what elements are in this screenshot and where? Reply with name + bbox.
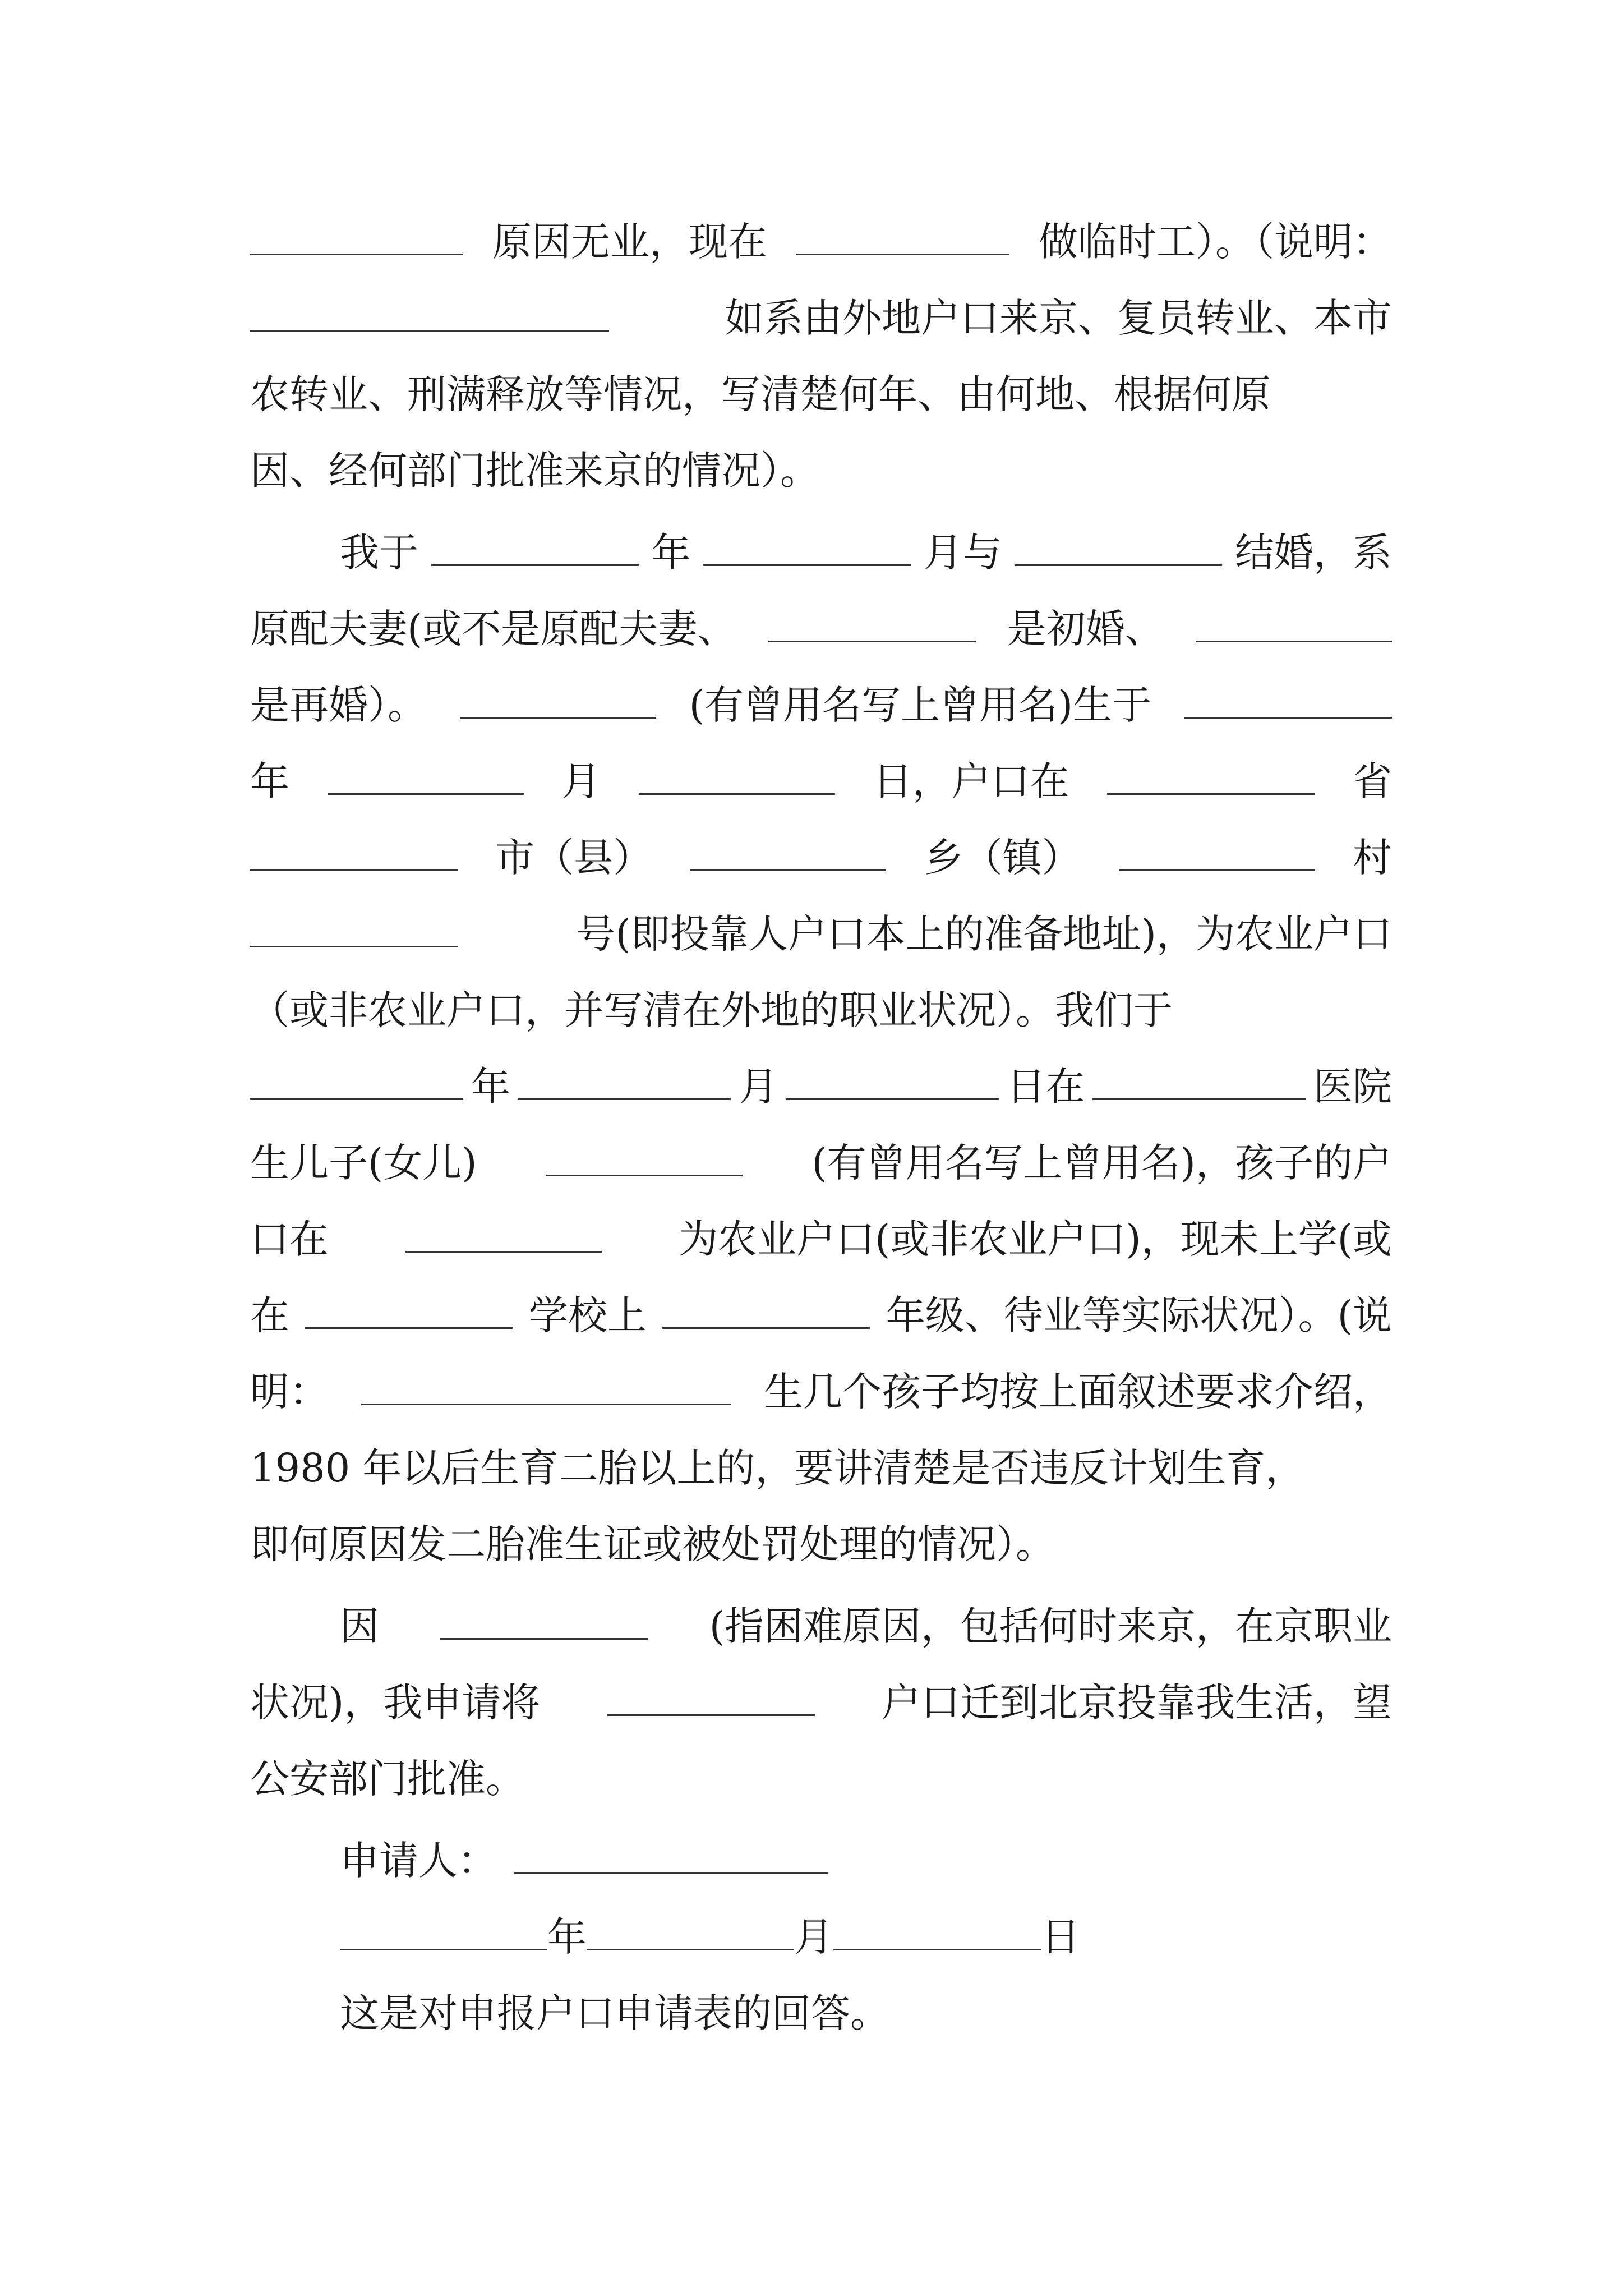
text-segment: 年	[651, 530, 691, 576]
text-segment: 年	[471, 1064, 510, 1110]
text-segment: 号(即投靠人户口本上的准备地址)，为农业户口	[576, 911, 1392, 957]
paragraph-line	[250, 440, 1392, 501]
blank-field[interactable]	[361, 1364, 731, 1405]
text-segment: 1980 年以后生育二胎以上的，要讲清楚是否违反计划生育，	[250, 1445, 1305, 1491]
paragraph-line	[250, 751, 1392, 812]
blank-field[interactable]	[440, 1599, 648, 1640]
year-field[interactable]	[340, 1910, 547, 1950]
blank-field[interactable]	[305, 1288, 513, 1329]
text-segment: 状况)，我申请将	[250, 1680, 541, 1726]
text-segment: 农转业、刑满释放等情况，写清楚何年、由何地、根据何原	[250, 371, 1271, 417]
text-segment: 为农业户口(或非农业户口)，现未上学(或	[679, 1216, 1392, 1262]
signature-line	[340, 1830, 1392, 1892]
blank-field[interactable]	[796, 214, 1009, 255]
blank-field[interactable]	[1015, 525, 1222, 566]
text-segment: 月与	[923, 530, 1002, 576]
text-segment: 口在	[250, 1216, 329, 1262]
text-segment: 是再婚）。	[250, 682, 427, 728]
text-segment: (有曾用名写上曾用名)生于	[689, 682, 1152, 728]
blank-field[interactable]	[703, 525, 911, 566]
blank-field[interactable]	[328, 754, 524, 795]
text-segment: (有曾用名写上曾用名)，孩子的户	[811, 1140, 1392, 1186]
text-segment: （或非农业户口，并写清在外地的职业状况）。我们于	[250, 987, 1173, 1033]
blank-field[interactable]	[1092, 1059, 1306, 1100]
blank-field[interactable]	[690, 830, 886, 871]
paragraph-line	[250, 1361, 1392, 1423]
blank-field[interactable]	[1119, 830, 1315, 871]
paragraph-line	[250, 598, 1392, 660]
text-segment: 省	[1352, 758, 1392, 804]
text-segment: 户口迁到北京投靠我生活，望	[882, 1680, 1392, 1726]
paragraph-line	[340, 522, 1392, 583]
paragraph-line	[250, 364, 1392, 425]
blank-field[interactable]	[250, 214, 463, 255]
paragraph-line	[250, 1672, 1392, 1733]
day-label: 日	[1041, 1914, 1080, 1960]
text-segment: 我于	[340, 530, 418, 576]
text-segment: 即何原因发二胎准生证或被处罚处理的情况）。	[250, 1521, 1055, 1567]
blank-field[interactable]	[405, 1212, 602, 1253]
text-segment: 明：	[250, 1369, 329, 1415]
text-segment: (指困难原因，包括何时来京，在京职业	[709, 1603, 1392, 1649]
paragraph-line	[340, 1595, 1392, 1657]
paragraph-line	[250, 211, 1392, 273]
paragraph-line	[250, 1132, 1392, 1194]
text-segment: 生儿子(女儿)	[250, 1140, 477, 1186]
paragraph-line	[250, 903, 1392, 965]
text-segment: 日在	[1006, 1064, 1085, 1110]
applicant-label: 申请人：	[340, 1838, 497, 1884]
text-segment: 乡（镇）	[924, 835, 1081, 881]
text-segment: 这是对申报户口申请表的回答。	[340, 1990, 889, 2036]
blank-field[interactable]	[786, 1059, 999, 1100]
text-segment: 是初婚、	[1007, 606, 1164, 652]
text-segment: 日，户口在	[873, 758, 1069, 804]
blank-field[interactable]	[546, 1135, 743, 1176]
paragraph-line	[250, 1208, 1392, 1270]
paragraph-line	[250, 674, 1392, 736]
blank-field[interactable]	[1107, 754, 1315, 795]
text-segment: 生几个孩子均按上面叙述要求介绍，	[764, 1369, 1392, 1415]
paragraph-line	[250, 979, 1392, 1041]
paragraph-line	[250, 827, 1392, 889]
blank-field[interactable]	[1184, 678, 1392, 719]
paragraph-line	[250, 1285, 1392, 1346]
text-segment: 如系由外地户口来京、复员转业、本市	[725, 295, 1392, 341]
date-line	[340, 1906, 1392, 1968]
blank-field[interactable]	[250, 907, 458, 947]
blank-field[interactable]	[768, 601, 976, 642]
year-label: 年	[547, 1914, 587, 1960]
paragraph-line	[250, 287, 1392, 349]
paragraph-line	[250, 1748, 1392, 1810]
paragraph-line	[250, 1056, 1392, 1117]
day-field[interactable]	[833, 1910, 1041, 1950]
month-field[interactable]	[587, 1910, 794, 1950]
closing-line	[340, 1982, 1392, 2044]
text-segment: 在	[250, 1292, 289, 1338]
text-segment: 月	[561, 758, 601, 804]
text-segment: 因、经何部门批准来京的情况）。	[250, 448, 819, 494]
blank-field[interactable]	[431, 525, 639, 566]
blank-field[interactable]	[250, 830, 458, 871]
blank-field[interactable]	[250, 1059, 463, 1100]
text-segment: 原配夫妻(或不是原配夫妻、	[250, 606, 737, 652]
paragraph-line	[250, 1437, 1392, 1499]
blank-field[interactable]	[460, 678, 656, 719]
text-segment: 医院	[1313, 1064, 1392, 1110]
text-segment: 村	[1352, 835, 1392, 881]
blank-field[interactable]	[518, 1059, 731, 1100]
text-segment: 学校上	[528, 1292, 647, 1338]
text-segment: 做临时工）。（说明：	[1039, 219, 1392, 265]
text-segment: 年	[250, 758, 289, 804]
blank-field[interactable]	[250, 291, 609, 332]
text-segment: 结婚，系	[1234, 530, 1392, 576]
text-segment: 公安部门批准。	[250, 1756, 525, 1802]
text-segment: 月	[739, 1064, 778, 1110]
blank-field[interactable]	[1196, 601, 1392, 642]
applicant-field[interactable]	[514, 1833, 828, 1874]
paragraph-line	[250, 1513, 1392, 1575]
text-segment: 原因无业，现在	[492, 219, 767, 265]
blank-field[interactable]	[607, 1675, 815, 1716]
month-label: 月	[794, 1914, 833, 1960]
text-segment: 因	[340, 1603, 379, 1649]
text-segment: 年级、待业等实际状况）。(说	[886, 1292, 1392, 1338]
blank-field[interactable]	[639, 754, 835, 795]
text-segment: 市（县）	[495, 835, 653, 881]
blank-field[interactable]	[662, 1288, 870, 1329]
